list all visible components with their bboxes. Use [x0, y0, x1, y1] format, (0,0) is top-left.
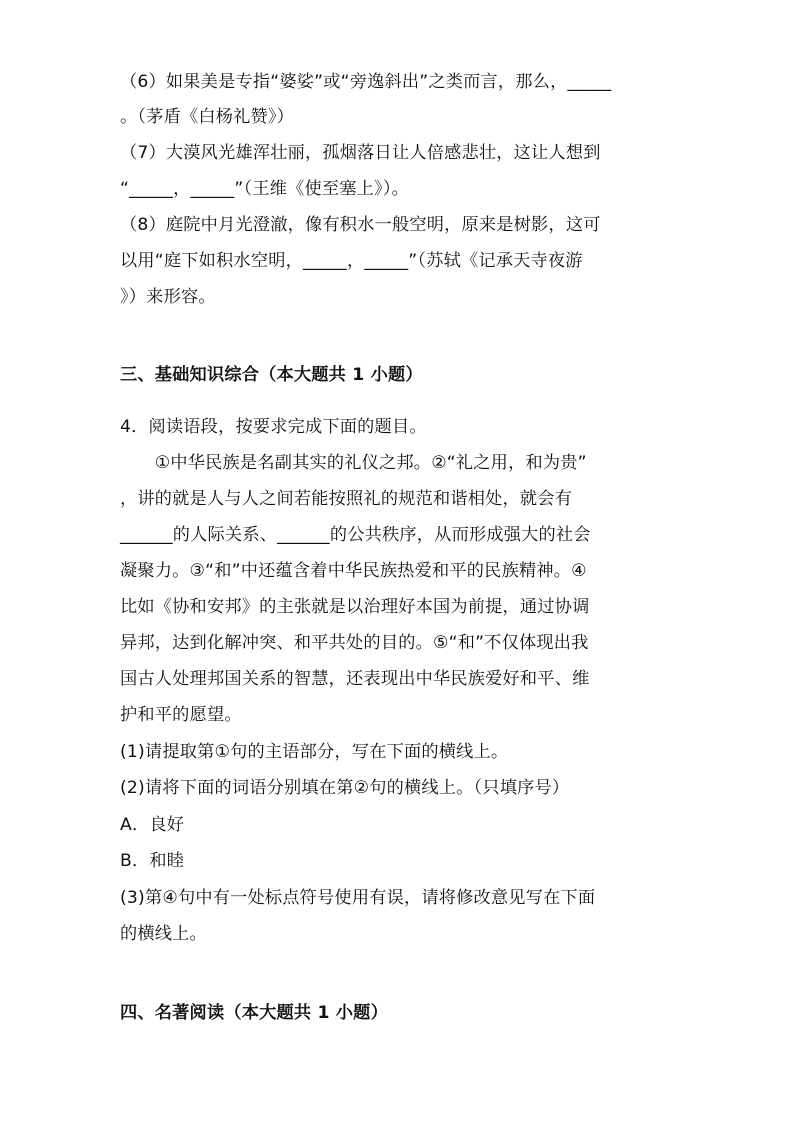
- sub-question-2: (2)请将下面的词语分别填在第②句的横线上。（只填序号）: [120, 778, 570, 798]
- sub-question-3-line-2: 的横线上。: [120, 924, 207, 944]
- q4-prompt: 4．阅读语段，按要求完成下面的题目。: [120, 417, 427, 437]
- passage-line-1: ①中华民族是名副其实的礼仪之邦。②“礼之用，和为贵”: [120, 453, 587, 473]
- passage-line-3: ______的人际关系、______的公共秩序，从而形成强大的社会: [120, 525, 591, 545]
- passage-line-7: 国古人处理邦国关系的智慧，还表现出中华民族爱好和平、维: [120, 669, 590, 689]
- passage-line-4: 凝聚力。③“和”中还蕴含着中华民族热爱和平的民族精神。④: [120, 561, 587, 581]
- q8-line-2: 以用“庭下如积水空明，_____，_____”（苏轼《记承天寺夜游: [120, 251, 583, 271]
- option-a: A．良好: [120, 815, 185, 835]
- q8-line-3: 》）来形容。: [120, 287, 216, 307]
- passage-line-5: 比如《协和安邦》的主张就是以治理好本国为前提，通过协调: [120, 597, 590, 617]
- option-b: B．和睦: [120, 851, 185, 871]
- section-4-heading: 四、名著阅读（本大题共 1 小题）: [120, 1003, 388, 1023]
- sub-question-1: (1)请提取第①句的主语部分，写在下面的横线上。: [120, 742, 509, 762]
- q6-line-1: （6）如果美是专指“婆娑”或“旁逸斜出”之类而言，那么，_____: [120, 72, 612, 92]
- q6-line-2: 。（茅盾《白杨礼赞》）: [120, 107, 295, 127]
- q8-line-1: （8）庭院中月光澄澈，像有积水一般空明，原来是树影，这可: [120, 215, 601, 235]
- q7-line-2: “_____，_____”（王维《使至塞上》）。: [120, 179, 409, 199]
- q7-line-1: （7）大漠风光雄浑壮丽，孤烟落日让人倍感悲壮，这让人想到: [120, 143, 601, 163]
- sub-question-3-line-1: (3)第④句中有一处标点符号使用有误，请将修改意见写在下面: [120, 888, 596, 908]
- passage-line-6: 异邦，达到化解冲突、和平共处的目的。⑤“和”不仅体现出我: [120, 633, 589, 653]
- section-3-heading: 三、基础知识综合（本大题共 1 小题）: [120, 365, 423, 385]
- passage-line-8: 护和平的愿望。: [120, 705, 242, 725]
- passage-line-2: ，讲的就是人与人之间若能按照礼的规范和谐相处，就会有: [120, 489, 573, 509]
